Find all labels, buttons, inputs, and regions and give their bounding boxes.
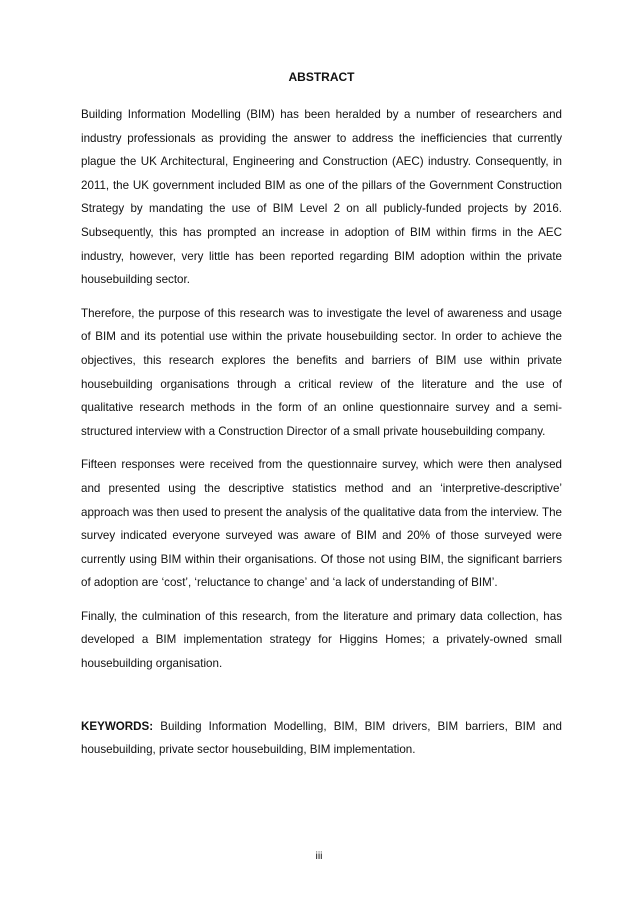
- abstract-heading: ABSTRACT: [288, 70, 355, 84]
- abstract-paragraph-4: Finally, the culmination of this research, from the literature and primary data collection, has developed a BIM implementation strategy for Higgins Homes; a privately-owned small housebuilding organisation.: [81, 609, 562, 671]
- keywords-block: [81, 715, 562, 762]
- abstract-paragraph-1: Building Information Modelling (BIM) has been heralded by a number of researchers and industry professionals as providing the answer to address the inefficiencies that currently plague the UK Architectural, Engineering and Construction (AEC) industry. Consequently, in 2011, the UK government included BIM as one of the pillars of the Government Construction Strategy by mandating the use of BIM Level 2 on all publicly-funded projects by 2016. Subsequently, this has prompted an increase in adoption of BIM within firms in the AEC industry, however, very little has been reported regarding BIM adoption within the private housebuilding sector.: [81, 108, 562, 287]
- abstract-paragraph-2: Therefore, the purpose of this research was to investigate the level of awareness and usage of BIM and its potential use within the private housebuilding sector. In order to achieve the objectives, this research explores the benefits and barriers of BIM use within private housebuilding organisations through a critical review of the literature and the use of qualitative research methods in the form of an online questionnaire survey and a semi-structured interview with a Construction Director of a small private housebuilding company.: [81, 306, 562, 438]
- keywords-text: Building Information Modelling, BIM, BIM drivers, BIM barriers, BIM and housebuilding, private sector housebuilding, BIM implementation.: [81, 719, 562, 757]
- abstract-paragraph-3: Fifteen responses were received from the questionnaire survey, which were then analysed and presented using the descriptive statistics method and an ‘interpretive-descriptive’ approach was then used to present the analysis of the qualitative data from the interview. The survey indicated everyone surveyed was aware of BIM and 20% of those surveyed were currently using BIM within their organisations. Of those not using BIM, the significant barriers of adoption are ‘cost’, ‘reluctance to change’ and ‘a lack of understanding of BIM’.: [81, 458, 562, 590]
- page-number: iii: [315, 850, 323, 862]
- keywords-label: KEYWORDS:: [81, 719, 154, 733]
- abstract-page: [81, 70, 562, 762]
